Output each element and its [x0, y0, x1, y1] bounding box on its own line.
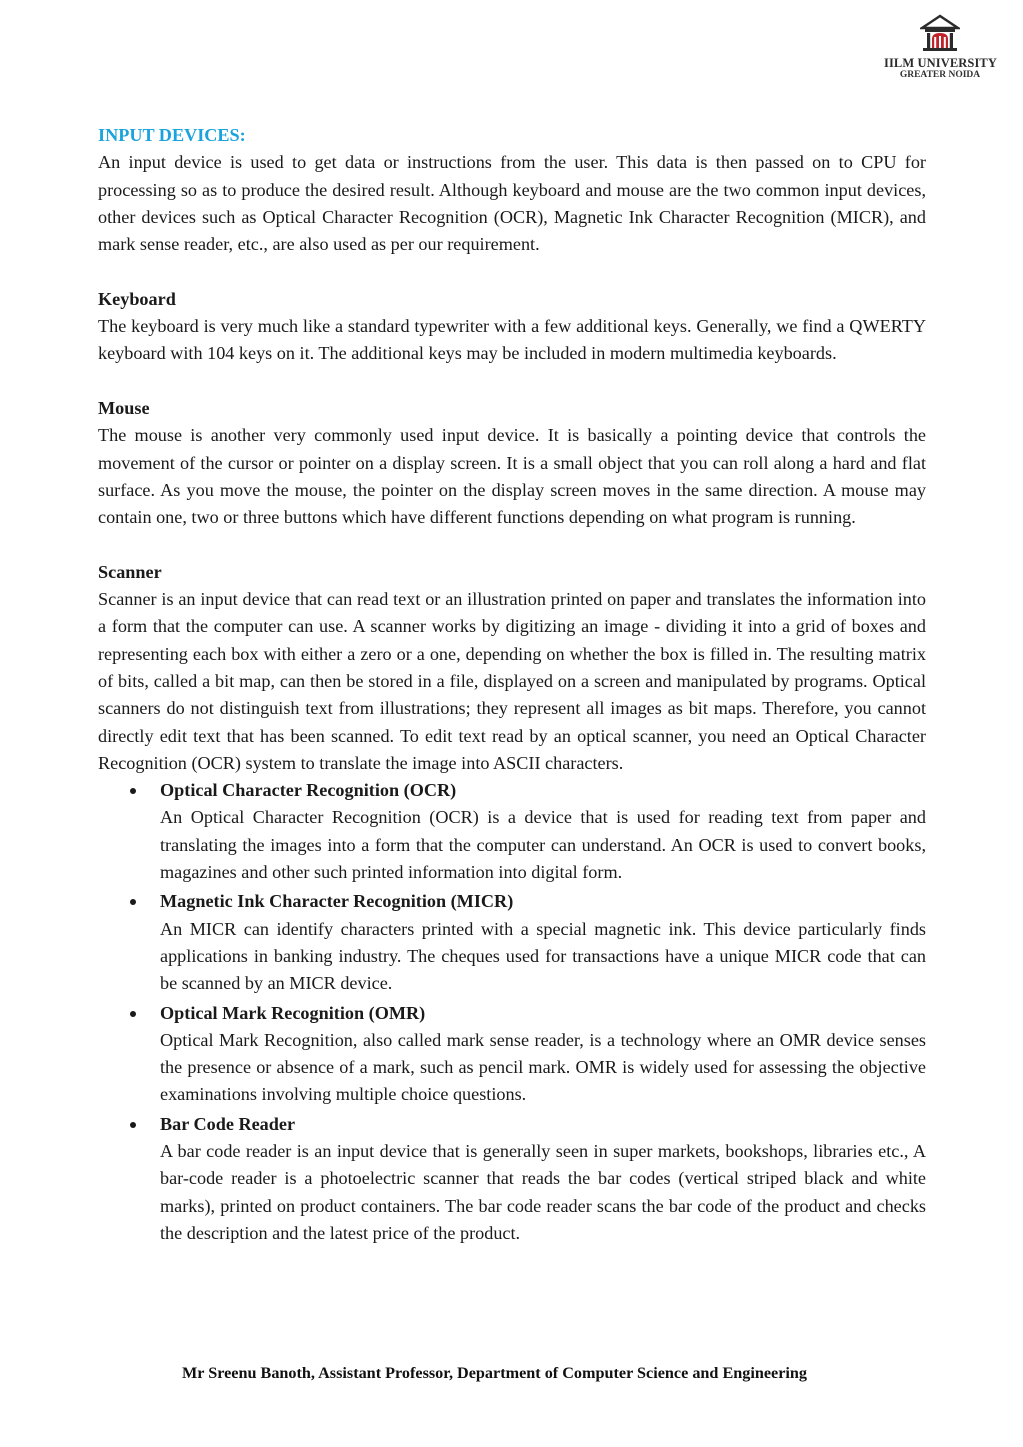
university-logo [884, 14, 996, 94]
page-footer: Mr Sreenu Banoth, Assistant Professor, Department of Computer Science and Engineering [182, 1364, 808, 1382]
bullet-icon [130, 1011, 136, 1017]
section-title-keyboard: Keyboard [98, 288, 176, 309]
spacer [98, 531, 926, 558]
document-body [98, 122, 926, 1249]
list-item-body: A bar code reader is an input device that is generally seen in super markets, bookshops, libraries etc., A bar-code reader is a photoelectric scanner that reads the bar codes (vertical striped black and white marks), printed on product containers. The bar code reader scans the bar code of the product and checks the description and the latest price of the product. [160, 1140, 926, 1243]
list-item-title: Optical Mark Recognition (OMR) [160, 1002, 426, 1023]
section-body-scanner: Scanner is an input device that can read text or an illustration printed on paper and translates the information into a form that the computer can use. A scanner works by digitizing an image - dividing it into a grid of boxes and representing each box with either a zero or a one, depending on whether the box is filled in. The resulting matrix of bits, called a bit map, can then be stored in a file, displayed on a screen and manipulated by programs. Optical scanners do not distinguish text from illustrations; they represent all images as bit maps. Therefore, you cannot directly edit text that has been scanned. To edit text read by an optical scanner, you need an Optical Character Recognition (OCR) system to translate the image into ASCII characters. [98, 589, 926, 773]
list-item [160, 1000, 926, 1109]
list-item-body: An MICR can identify characters printed with a special magnetic ink. This device particularly finds applications in banking industry. The cheques used for transactions have a unique MICR code that can be scanned by an MICR device. [160, 918, 926, 994]
list-item-title: Bar Code Reader [160, 1113, 296, 1134]
intro-paragraph: An input device is used to get data or instructions from the user. This data is then passed on to CPU for processing so as to produce the desired result. Although keyboard and mouse are the two common input devices, other devices such as Optical Character Recognition (OCR), Magnetic Ink Character Recognition (MICR), and mark sense reader, etc., are also used as per our requirement. [98, 152, 926, 255]
section-body-keyboard: The keyboard is very much like a standard typewriter with a few additional keys. Generally, we find a QWERTY keyboard with 104 keys on it. The additional keys may be included in modern multimedia keyboards. [98, 316, 926, 364]
list-item [160, 777, 926, 886]
spacer [98, 368, 926, 395]
page-title: INPUT DEVICES: [98, 125, 246, 145]
section-title-scanner: Scanner [98, 561, 162, 582]
bullet-icon [130, 899, 136, 905]
bullet-icon [130, 1122, 136, 1128]
university-building-icon [920, 14, 960, 54]
list-item-title: Optical Character Recognition (OCR) [160, 780, 457, 801]
logo-university-name: IILM UNIVERSITY [884, 56, 997, 70]
bullet-icon [130, 788, 136, 794]
spacer [98, 258, 926, 285]
logo-location: GREATER NOIDA [899, 70, 981, 80]
list-item [160, 888, 926, 997]
section-title-mouse: Mouse [98, 397, 150, 418]
scanner-types-list [98, 777, 926, 1247]
list-item-body: Optical Mark Recognition, also called mark sense reader, is a technology where an OMR device senses the presence or absence of a mark, such as pencil mark. OMR is widely used for assessing the objective examinations involving multiple choice questions. [160, 1029, 926, 1105]
list-item-body: An Optical Character Recognition (OCR) is a device that is used for reading text from paper and translating the images into a form that the computer can understand. An OCR is used to convert books, magazines and other such printed information into digital form. [160, 807, 926, 883]
list-item [160, 1111, 926, 1247]
section-body-mouse: The mouse is another very commonly used input device. It is basically a pointing device that controls the movement of the cursor or pointer on a display screen. It is a small object that you can roll along a hard and flat surface. As you move the mouse, the pointer on the display screen moves in the same direction. A mouse may contain one, two or three buttons which have different functions depending on what program is running. [98, 425, 926, 528]
list-item-title: Magnetic Ink Character Recognition (MICR) [160, 891, 514, 912]
